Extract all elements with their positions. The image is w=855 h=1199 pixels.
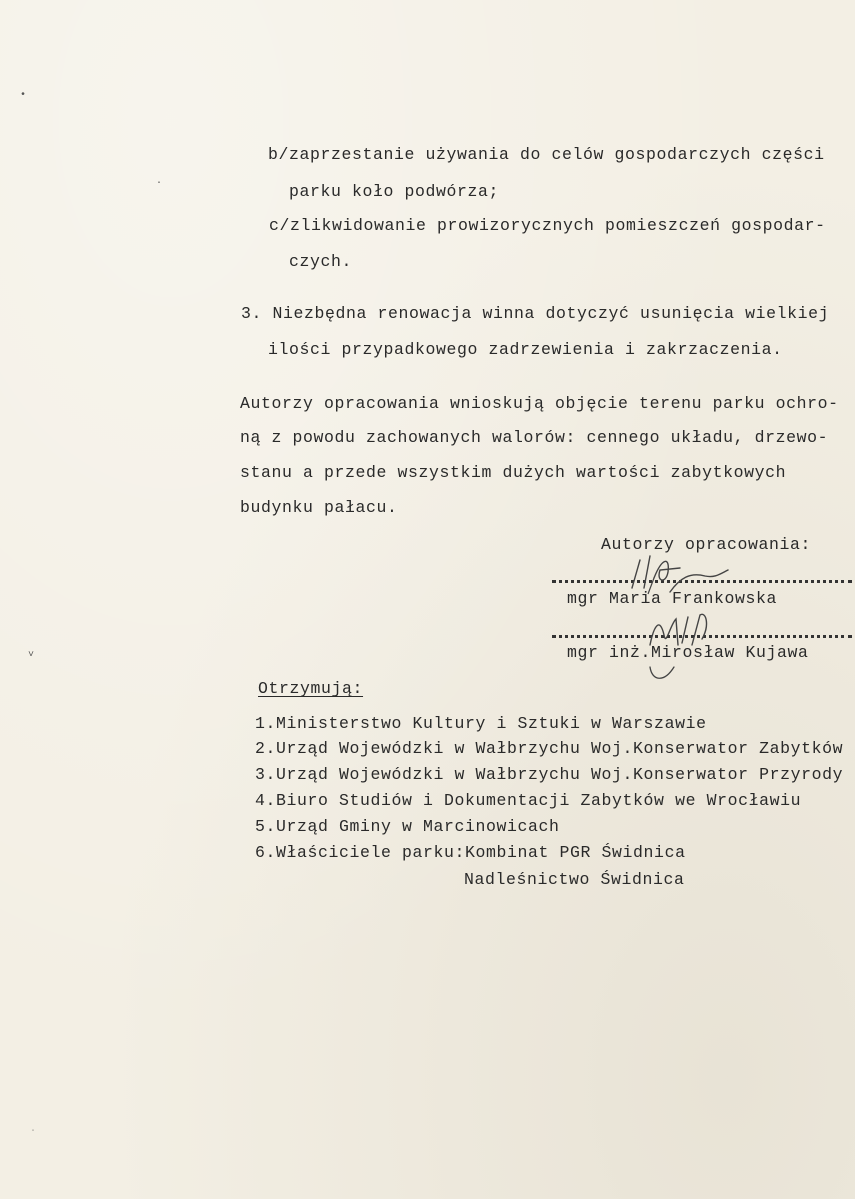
item-c-line-1: c/zlikwidowanie prowizorycznych pomieszczeń gospodar- — [269, 216, 826, 235]
conclusion-line-4: budynku pałacu. — [240, 498, 398, 517]
conclusion-line-1: Autorzy opracowania wnioskują objęcie terenu parku ochro- — [240, 394, 839, 413]
recipient-item: 4.Biuro Studiów i Dokumentacji Zabytków we Wrocławiu — [255, 791, 802, 810]
author-2-name: mgr inż.Mirosław Kujawa — [567, 643, 809, 662]
margin-mark: • — [20, 90, 27, 101]
margin-mark: ˅ — [28, 650, 35, 661]
recipient-item-continuation: Nadleśnictwo Świdnica — [464, 870, 685, 889]
point-3-line-1: 3. Niezbędna renowacja winna dotyczyć usunięcia wielkiej — [241, 304, 830, 323]
signature-line-1 — [552, 580, 852, 583]
recipient-item: 2.Urząd Wojewódzki w Wałbrzychu Woj.Konserwator Zabytków — [255, 739, 844, 758]
margin-mark: · — [156, 178, 163, 189]
signature-heading: Autorzy opracowania: — [601, 535, 812, 554]
recipient-item: 1.Ministerstwo Kultury i Sztuki w Warszawie — [255, 714, 707, 733]
recipient-item: 3.Urząd Wojewódzki w Wałbrzychu Woj.Konserwator Przyrody — [255, 765, 844, 784]
item-c-line-2: czych. — [289, 252, 353, 271]
conclusion-line-3: stanu a przede wszystkim dużych wartości zabytkowych — [240, 463, 787, 482]
conclusion-line-2: ną z powodu zachowanych walorów: cennego układu, drzewo- — [240, 428, 829, 447]
margin-mark: ˌ — [30, 1122, 37, 1133]
recipient-item: 6.Właściciele parku:Kombinat PGR Świdnica — [255, 843, 686, 862]
recipients-heading: Otrzymują: — [258, 679, 364, 698]
item-b-line-1: b/zaprzestanie używania do celów gospodarczych części — [268, 145, 825, 164]
author-1-name: mgr Maria Frankowska — [567, 589, 778, 608]
item-b-line-2: parku koło podwórza; — [289, 182, 500, 201]
signature-line-2 — [552, 635, 852, 638]
point-3-line-2: ilości przypadkowego zadrzewienia i zakrzaczenia. — [268, 340, 783, 359]
recipient-item: 5.Urząd Gminy w Marcinowicach — [255, 817, 560, 836]
